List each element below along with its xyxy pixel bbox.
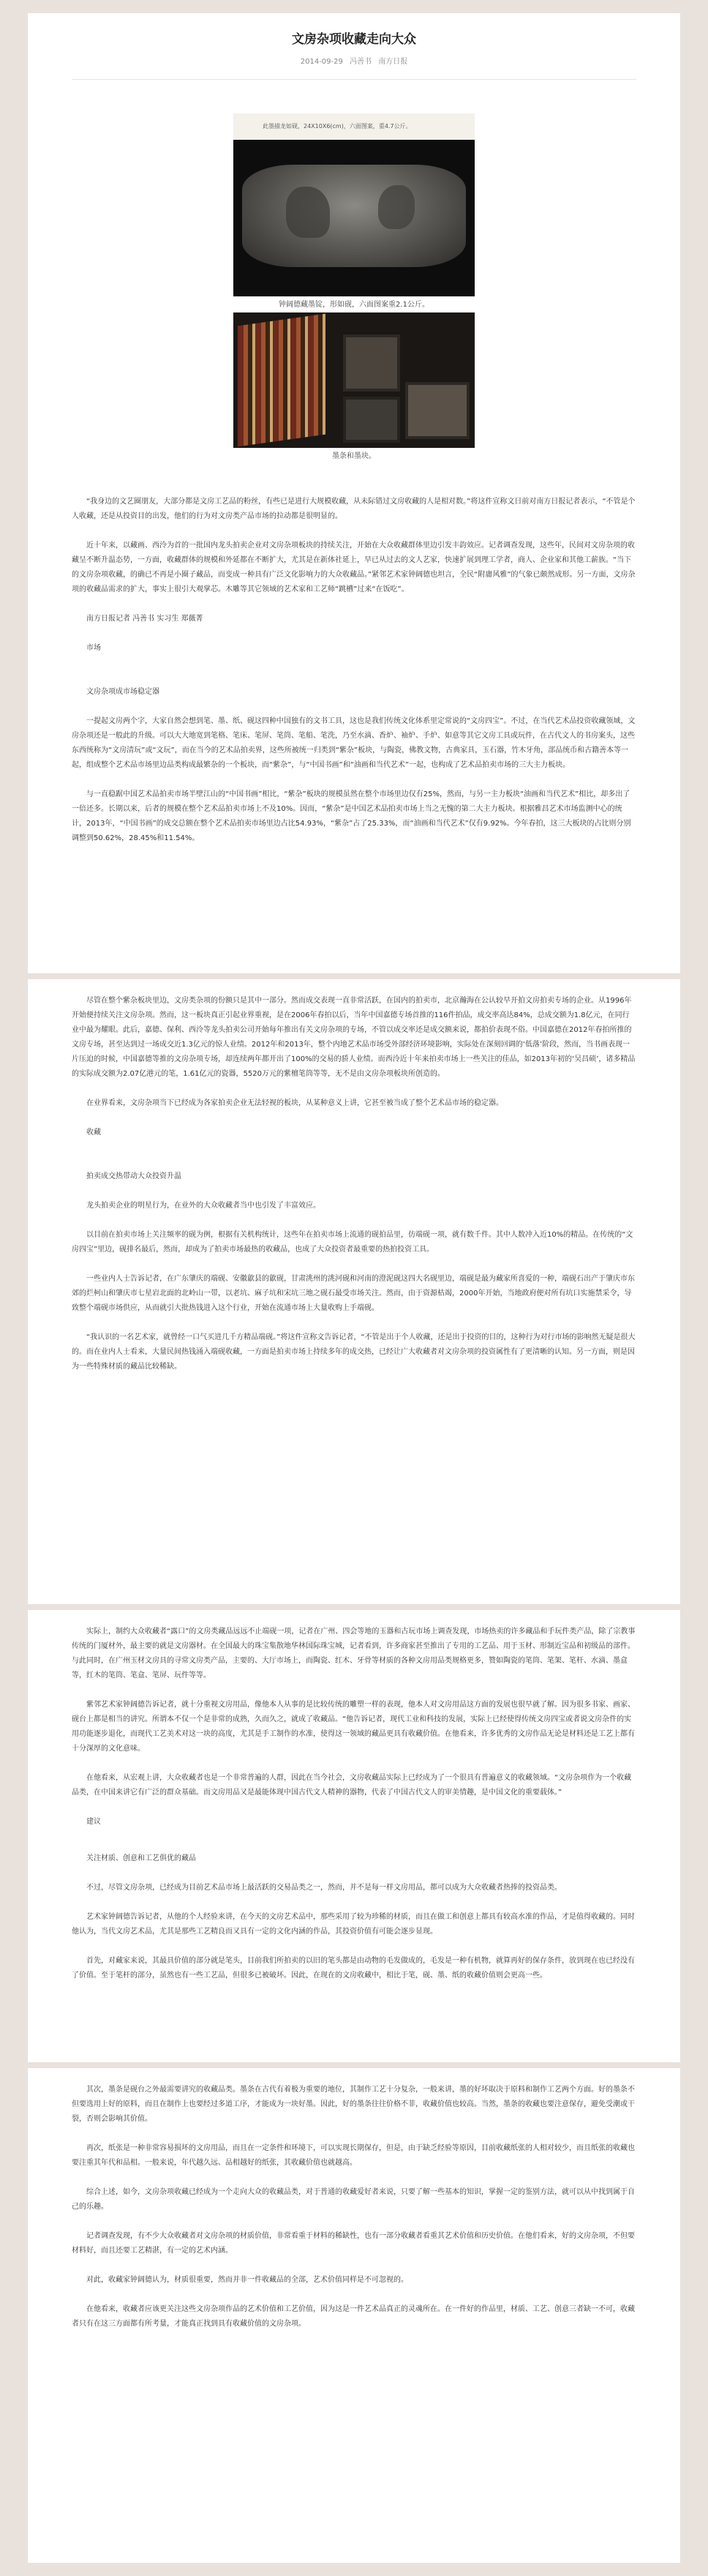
paragraph: 综合上述，如今，文房杂项收藏已经成为一个走向大众的收藏品类，对于普通的收藏爱好者来说，只要了解一些基本的知识，掌握一定的鉴别方法，就可以从中找到属于自己的乐趣。 xyxy=(72,2188,635,2211)
paragraph: 以目前在拍卖市场上关注频率的砚为例，根据有关机构统计，这些年在拍卖市场上流通的砚拍品里，仿端砚一项，就有数千件。其中人数冲入近10%的精品。在传统的“文房四宝”里边，砚排名最后，然而，却成为了拍卖市场最热的收藏品，也成了大众投资者最重要的热拍投资工具。 xyxy=(72,1231,633,1254)
photo-label-strip: 此墨描龙如砚，24X10X6(cm)，六面图案，重4.7公斤。 xyxy=(233,113,475,140)
article-card-4 xyxy=(28,2068,680,2563)
ink-sticks-photo xyxy=(233,312,475,448)
paragraph: 在业界看来，文房杂项当下已经成为各家拍卖企业无法轻视的板块，从某种意义上讲，它甚至被当成了整个艺术品市场的稳定器。 xyxy=(86,1099,503,1107)
paragraph: 实际上，制约大众收藏者“露口”的文房类藏品远远不止端砚一项，记者在广州、四会等地的玉器和古玩市场上调查发现，市场热卖的许多藏品和手玩件类产品，除了宗教事传统的门厦材外，最主要的就是文房器材。在全国最大的珠宝集散地华林国际珠宝城，记者看到，许多商家甚至推出了专用的工艺品、用于玉材、形制近宝品和初级品的部件。与此同时，在广州玉材文房具的寻常文房类产品，主要的、大厅市场上，而陶瓷、红木、牙骨等材质的各种文房用品类规格更多，赞如陶瓷的笔筒、笔架、笔杆、水滴、墨盒等，红木的笔筒、笔盒、笔屏、玩件等等。 xyxy=(72,1628,636,1680)
ink-block xyxy=(405,382,470,439)
section-heading: 市场 xyxy=(86,644,101,652)
paragraph: 尽管在整个紫杂板块里边，文房类杂项的份额只是其中一部分。然而成交表现一直非常活跃，在国内的拍卖市，北京瀚海在公认较早开拍文房拍卖专场的企业。从1996年开始便持续关注文房杂项。然而，这一板块真正引起业界重视，是在2006年春拍以后，当年中国嘉德专场首推的116件拍品，成交率高达84%，总成交额为1.8亿元，在同行业中最为耀眼。此后，嘉德、保利、西泠等龙头拍卖公司开始每年推出有关文房杂项的专场，不管以成交率还是成交额来说，都拍价表现不俗。中国嘉德在2012年春拍所推的文房专场，甚至达到过一场成交近1.3亿元的惊人业绩。2012年和2013年，整个内地艺术品市场受外部经济环境影响，实际处在深刻回调的‘低落’阶段，然而，当书画表现一片压迫的时候，中国嘉德等推的文房杂项专场，却连续两年都开出了100%的交易的骄人业绩。而西泠近十年来拍卖市场上一些关注的佳品，如2013年初的‘吴昌硕’，诸多精品的实际成交额为2.07亿港元的笔，1.61亿元的瓷器，5520万元的紫檀笔筒等等，无不是由文房杂项板块所创造的。 xyxy=(72,997,636,1078)
paragraph: 一些业内人士告诉记者，在广东肇庆的端砚、安徽歙县的歙砚，甘肃洮州的洮河砚和河南的澄泥砚这四大名砚里边，端砚是最为藏家所喜爱的一种，端砚石出产于肇庆市东郊的烂柯山和肇庆市七星岩北面的北岭山一带，以老坑、麻子坑和宋坑三地之砚石最受市场关注。然而，由于资源枯竭，2000年开始，当地政府便对所有坑口实施禁采令，导致整个端砚市场供应，从而就引大批热钱进入这个行业，开始在流通市场上大量收购上手端砚。 xyxy=(72,1275,635,1312)
paragraph: 一提起文房两个字，大家自然会想到笔、墨、纸、砚这四种中国独有的文书工具，这也是我们传统文化体系里定常说的“文房四宝”。不过，在当代艺术品投资收藏领域，文房杂项还是一般此的升级。可以大大地宽到笔格、笔床、笔屏、笔筒、笔船、笔洗，乃至水滴、香炉、袖炉、手炉、如意等其它文房工具或玩件，在古代文人的书房案头，这些东西统称为“文房清玩”或“文玩”，而在当今的艺术品拍卖界，这些所被统一归类到“紫杂”板块，与陶瓷，佛教文物，古典家具，玉石器，竹木牙角，部品统币和古籍善本等一起，组成整个艺术品市场里边品类构成最繁杂的一个板块，而“紫杂”，与“中国书画”和“油画和当代艺术”一起，也构成了艺术品拍卖市场的三大主力板块。 xyxy=(72,717,636,769)
article-body-1 xyxy=(72,495,636,846)
paragraph: 记者调查发现，有不少大众收藏者对文房杂项的材质价值，非常看重于材料的稀缺性，也有一部分收藏者看重其艺术价值和历史价值。在他们看来，好的文房杂项，不但要材料好，而且还要工艺精湛，有一定的艺术内涵。 xyxy=(72,2232,635,2255)
paragraph: 近十年来，以藏画、西泠为首的一批国内龙头拍卖企业对文房杂项板块的持续关注，开始在大众收藏群体里边引发丰韵效应。记者调查发现，这些年，民间对文房杂项的收藏呈不断升温态势，一方面，收藏群体的规模和外延都在不断扩大，尤其是在新体社延上，早已从过去的文人艺家，快速扩展到理工学者，商人、企业家和其他工薪族。“当下的文房杂项收藏，的确已不再是小圈子藏品，而变成一种具有广泛文化影响力的大众收藏品。”紧邻艺术家钟阔德也坦言，全民“附庸风雅”的气象已颇然成形。另一方面，文房杂项的收藏品需求的扩大，事实上很引大观掌芯。木雕等其它领域的艺术家和工艺师“跳槽”过来“在饭吃”。 xyxy=(72,542,636,594)
carved-ink-stone xyxy=(242,165,466,267)
paragraph: “我身边的文艺圈朋友，大部分都是文房工艺品的粉丝，有些已是进行大规模收藏，从未际错过文房收藏的人是相对数。”将这件宣称文日前对南方日报记者表示，“不管是个人收藏，还是从投资目的出发，他们的行为对文房类产品市场的拉动都是很明显的。 xyxy=(72,498,636,520)
title-divider xyxy=(72,79,636,80)
paragraph: 紫邻艺术家钟阔德告诉记者，就十分重视文房用品，像他本人从事的是比较传统的雕塑一样的表现，他本人对文房用品这方面的发展也很早就了解。因为很多书家、画家、砚台上都是相当的讲究。所谓本不仅一个是非常的成熟，久而久之，就成了收藏品。“他告诉记者，现代工业和科技的发展，实际上已经使得传统文房四宝或者说文房杂件的实用功能逐步退化，而现代工艺美术对这一块的高度，尤其是手工制作的水准，使得这一领域的藏品更具有收藏价值。在他看来，许多优秀的文房作品无论是材料还是工艺上都有十分深厚的文化意味。 xyxy=(72,1701,635,1753)
figure-ink-stick xyxy=(72,113,636,463)
article-body-4 xyxy=(72,2068,636,2332)
article-card-2 xyxy=(28,979,680,1604)
paragraph: 在他看来，从宏观上讲，大众收藏者也是一个非常普遍的人群，因此在当今社会，文房收藏品实际上已经成为了一个很具有普遍意义的收藏领域。“文房杂项作为一个收藏品类，在中国来讲它有广泛的群众基础。而文房用品又是最能体现中国古代文人精神的器物，代表了中国古代文人的审美情趣，是中国文化的重要载体。” xyxy=(72,1774,632,1797)
article-body-2 xyxy=(72,979,636,1374)
article-body-3 xyxy=(72,1610,636,1983)
paragraph: 其次，墨条是砚台之外最需要讲究的收藏品类。墨条在古代有着极为重要的地位，其制作工艺十分复杂，一般来讲，墨的好坏取决于原料和制作工艺两个方面。好的墨条不但要选用上好的原料，而且在制作上也要经过多道工序，才能成为一块好墨。因此，好的墨条往往价格不菲，收藏价值也较高。当然，墨条的收藏也要注意保存，避免受潮或干裂，否则会影响其价值。 xyxy=(72,2086,635,2123)
article-card-1 xyxy=(28,13,680,973)
ink-block xyxy=(343,334,400,392)
sub-heading: 文房杂项成市场稳定器 xyxy=(86,688,159,696)
ink-block xyxy=(343,397,400,443)
paragraph: 龙头拍卖企业的明星行为，在业外的大众收藏者当中也引发了丰富效应。 xyxy=(86,1202,320,1210)
article-meta xyxy=(72,57,636,67)
article-card-3 xyxy=(28,1610,680,2062)
paragraph: 在他看来，收藏者应该更关注这些文房杂项作品的艺术价值和工艺价值，因为这是一件艺术品真正的灵魂所在。在一件好的作品里，材质、工艺、创意三者缺一不可，收藏者只有在这三方面都有所考量，才能真正找到具有收藏价值的文房杂项。 xyxy=(72,2305,635,2328)
sub-heading: 关注材质、创意和工艺俱优的藏品 xyxy=(86,1854,196,1862)
paragraph: 对此，收藏家钟阔德认为，材质很重要，然而并非一件收藏品的全部，艺术价值同样是不可忽视的。 xyxy=(86,2276,408,2284)
figure-caption-1: 钟阔德藏墨锭，形如砚，六面图案重2.1公斤。 xyxy=(279,301,429,309)
paragraph: 艺术家钟阔德告诉记者，从他的个人经验来讲，在今天的文房艺术品中，那些采用了较为珍稀的材质，而且在做工和创意上都具有较高水准的作品，才是值得收藏的。同时他认为，当代文房艺术品，尤其是那些工艺精良而又具有一定的文化内涵的作品，其投资价值有可能会逐步显现。 xyxy=(72,1913,635,1936)
section-heading: 收藏 xyxy=(86,1128,101,1137)
article-author: 冯善书 xyxy=(350,58,372,66)
sub-heading: 拍卖成交热带动大众投资升温 xyxy=(86,1172,181,1180)
paragraph: 不过，尽管文房杂项，已经成为目前艺术品市场上最活跃的交易品类之一，然而，并不是每一样文房用品，都可以成为大众收藏者热捧的投资品类。 xyxy=(86,1884,562,1892)
byline: 南方日报记者 冯善书 实习生 郑薇菁 xyxy=(86,615,203,623)
paragraph: 首先，对藏家来说，其最具价值的部分就是笔头，目前我们所拍卖的以旧的笔头都是由动物的毛发做成的，毛发是一种有机物，就算再好的保存条件，放到现在也已经没有了价值。至于笔杆的部分，虽然也有一些工艺品，但很多已被破坏。因此，在现在的文房收藏中，相比于笔，砚、墨、纸的收藏价值则会更高一些。 xyxy=(72,1957,635,1980)
article-title: 文房杂项收藏走向大众 xyxy=(292,32,416,47)
article-source: 南方日报 xyxy=(378,58,408,66)
ink-stick-photo xyxy=(233,113,475,296)
paragraph: 再次，纸张是一种非常容易损坏的文房用品，而且在一定条件和环境下，可以实现长期保存，但是，由于缺乏经验等原因，目前收藏纸张的人相对较少，而且纸张的收藏也要注重其年代和品相。一般来说，年代越久远、品相越好的纸张，其收藏价值也就越高。 xyxy=(72,2144,635,2167)
paragraph: “我认识的一名艺术家，就曾经一口气买进几千方精品端砚。”将这件宣称文告诉记者，“不管是出于个人收藏，还是出于投资的目的，这种行为对行市场的影响然无疑是很大的。而在业内人士看来，大量民间热钱涌入端砚收藏，一方面是拍卖市场上持续多年的成交热，已经让广大收藏者对文房杂项的投资属性有了更清晰的认知。另一方面，则是因为一些特殊材质的藏品比较稀缺。 xyxy=(72,1333,636,1371)
paragraph: 与一直稳踞中国艺术品拍卖市场半壁江山的“中国书画”相比，“紫杂”板块的规模虽然在整个市场里边仅有25%，然而，与另一主力板块“油画和当代艺术”相比，却多出了一倍还多。长期以来，后者的规模在整个艺术品拍卖市场上不及10%。因而，“紫杂”是中国艺术品拍卖市场上当之无愧的第二大主力板块。根据雅昌艺术市场监测中心的统计，2013年，“中国书画”的成交总额在整个艺术品拍卖市场里边占比54.93%，“紫杂”占了25.33%，而“油画和当代艺术”仅有9.92%。今年春拍，这三大板块的占比则分别调整到50.62%，28.45%和11.54%。 xyxy=(72,790,631,842)
figure-caption-2: 墨条和墨块。 xyxy=(332,452,376,460)
ink-stick-stack xyxy=(238,314,325,447)
article-date: 2014-09-29 xyxy=(300,58,343,66)
section-heading: 建议 xyxy=(86,1818,101,1826)
